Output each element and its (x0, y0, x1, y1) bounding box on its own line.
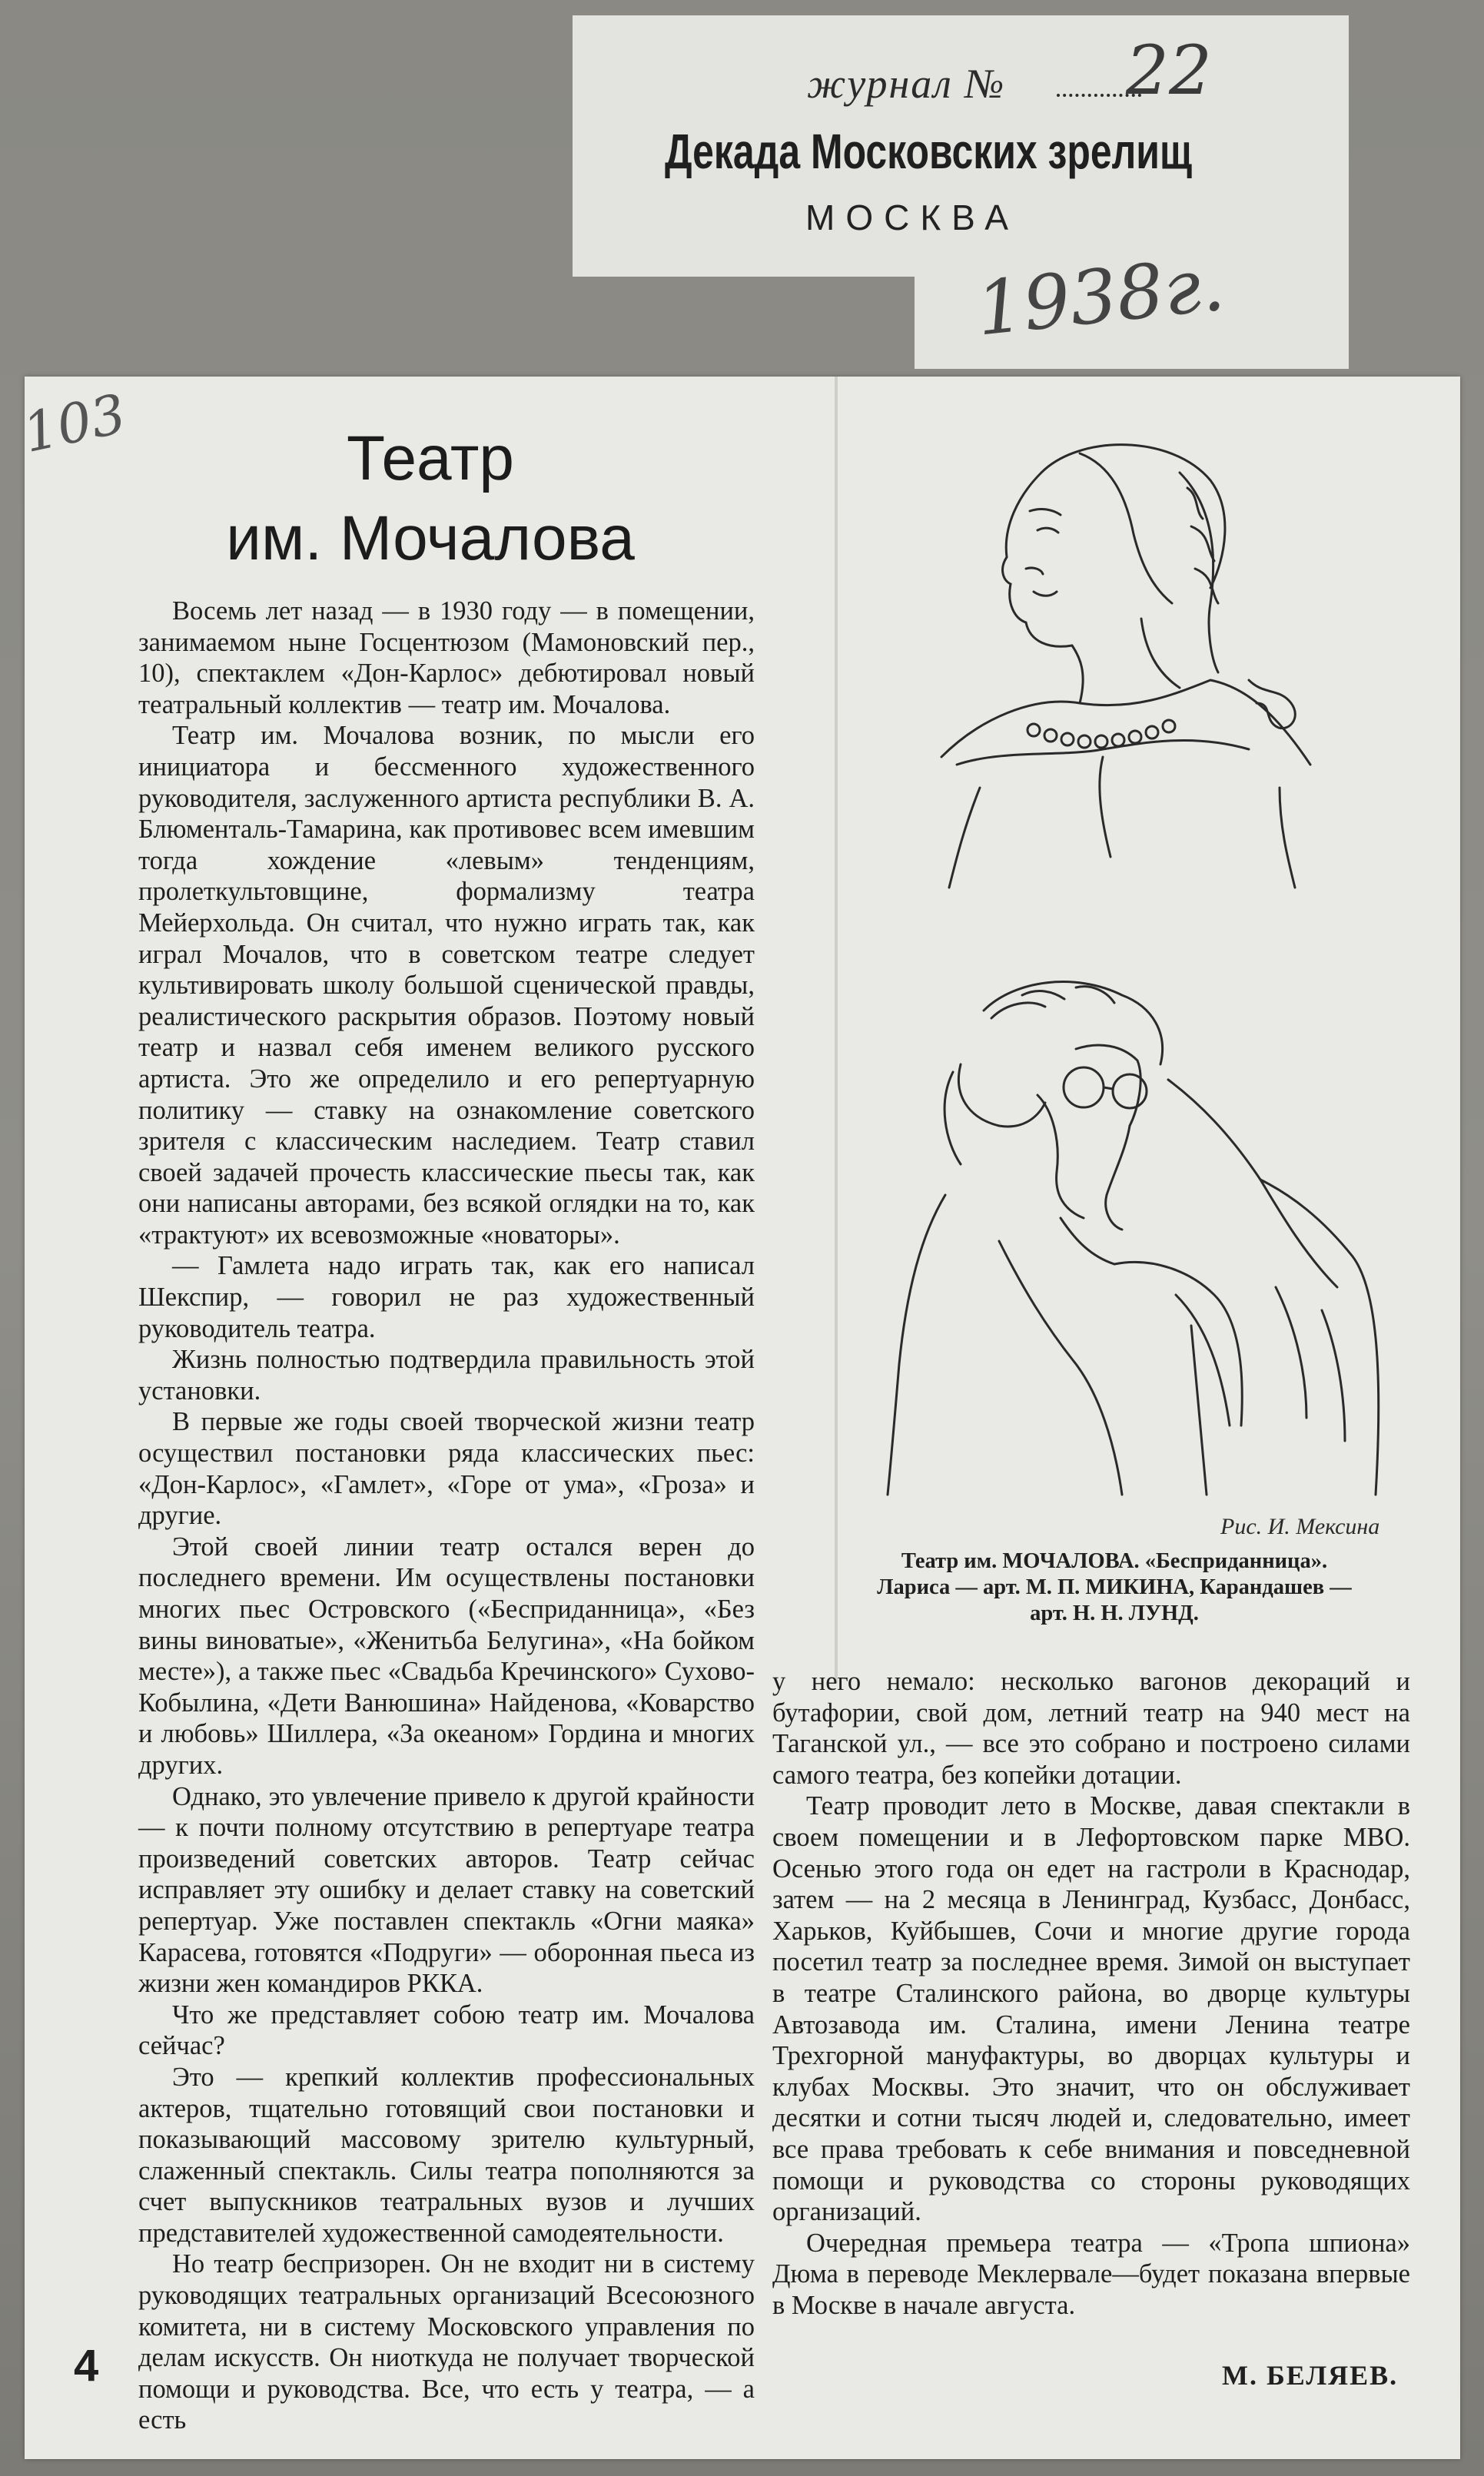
paragraph: Однако, это увлечение привело к другой крайности — к почти полному отсутствию в репертуаре театра произведений советских авторов. Театр сейчас исправляет эту ошибку и делает ставку на советский репертуар. Уже поставлен спектакль «Огни маяка» Карасева, готовятся «Подруги» — оборонная пьеса из жизни жен командиров РККА. (138, 1781, 755, 1999)
magazine-title: Декада Московских зрелищ (665, 124, 1193, 179)
clipping-seam (835, 377, 838, 1683)
paragraph: — Гамлета надо играть так, как его написал Шекспир, — говорил не раз художественный руководитель театра. (138, 1251, 755, 1343)
karandyshev-portrait-illustration (845, 964, 1414, 1502)
journal-number: 22 (1126, 31, 1212, 110)
city-label: МОСКВА (805, 197, 1019, 237)
page-number: 4 (74, 2341, 99, 2391)
paragraph: у него немало: несколько вагонов декораций и бутафории, свой дом, летний театр на 940 мест на Таганской ул., — все это собрано и построено силами самого театра, без копейки дотации. (772, 1667, 1410, 1790)
paragraph: Театр им. Мочалова возник, по мысли его инициатора и бессменного художественного руководителя, заслуженного артиста республики В. А. Блюменталь-Тамарина, как противовес всем имевшим тогда хождение «левым» тенденциям, пролеткультовщине, формализму театра Мейерхольда. Он считал, что нужно играть так, как играл Мочалов, что в советском театре следует культивировать школу большой сценической правды, реалистического раскрытия образов. Поэтому новый театр и назвал себя именем великого русского артиста. Это же определило и его репертуарную политику — ставку на ознакомление советского зрителя с классическим наследием. Театр ставил своей задачей прочесть классические пьесы так, как они написаны авторами, без всякой оглядки на то, как «трактуют» их всевозможные «новаторы». (138, 721, 755, 1250)
journal-label: журнал № (807, 61, 1006, 107)
paragraph: Восемь лет назад — в 1930 году — в помещении, занимаемом ныне Госцентюзом (Мамоновский пер., 10), спектаклем «Дон-Карлос» дебютировал новый театральный коллектив — театр им. Мочалова. (138, 596, 755, 719)
paragraph: Жизнь полностью подтвердила правильность этой установки. (138, 1345, 755, 1406)
margin-handwriting: 103 (17, 382, 131, 465)
author-signature: М. БЕЛЯЕВ. (1222, 2360, 1399, 2391)
paragraph: Что же представляет собою театр им. Мочалова сейчас? (138, 2000, 755, 2061)
paragraph: Это — крепкий коллектив профессиональных актеров, тщательно готовящий свои постановки и показывающий массовому зрителю культурный, слаженный спектакль. Силы театра пополняются за счет выпускников театральных вузов и лучших представителей художественной самодеятельности. (138, 2062, 755, 2248)
caption-line: Театр им. МОЧАЛОВА. «Бесприданница». (901, 1549, 1328, 1573)
article-right-column (772, 1666, 1410, 2321)
article-title-line1: Театр (346, 423, 515, 493)
caption-line: Лариса — арт. М. П. МИКИНА, Карандашев — (877, 1575, 1352, 1599)
artist-credit: Рис. И. Мексина (1220, 1514, 1380, 1539)
paragraph: Но театр беспризорен. Он не входит ни в систему руководящих театральных организаций Всесоюзного комитета, ни в систему Московского управления по делам искусств. Он ниоткуда не получает творческой помощи и руководства. Все, что есть у театра, — а есть (138, 2249, 755, 2435)
paragraph: Этой своей линии театр остался верен до последнего времени. Им осуществлены постановки многих пьес Островского («Бесприданница», «Без вины виноватые», «Женитьба Белугина», «На бойком месте»), а также пьес «Свадьба Кречинского» Сухово-Кобылина, «Дети Ванюшина» Найденова, «Коварство и любовь» Шиллера, «За океаном» Гордина и многих других. (138, 1532, 755, 1780)
paragraph: Театр проводит лето в Москве, давая спектакли в своем помещении и в Лефортовском парке МВО. Осенью этого года он едет на гастроли в Краснодар, затем — на 2 месяца в Ленинград, Кузбасс, Донбасс, Харьков, Куйбышев, Сочи и многие другие города посетил театр за последнее время. Зимой он выступает в театре Сталинского района, во дворце культуры Автозавода им. Сталина, имени Ленина театре Трехгорной мануфактуры, во дворцах культуры и клубах Москвы. Это значит, что он обслуживает десятки и сотни тысяч людей и, следовательно, имеет все права требовать к себе внимания и повседневной помощи и руководства со стороны руководящих организаций. (772, 1791, 1410, 2227)
handwritten-year: 1938г. (972, 241, 1229, 353)
article-title (154, 419, 707, 579)
paragraph: В первые же годы своей творческой жизни театр осуществил постановки ряда классических пьес: «Дон-Карлос», «Гамлет», «Горе от ума», «Гроза» и другие. (138, 1407, 755, 1531)
larisa-portrait-illustration (849, 426, 1341, 895)
caption-line: арт. Н. Н. ЛУНД. (1030, 1601, 1199, 1625)
paragraph: Очередная премьера театра — «Тропа шпиона» Дюма в переводе Меклервале—будет показана впервые в Москве в начале августа. (772, 2228, 1410, 2320)
illustration-caption (807, 1548, 1422, 1627)
article-title-line2: им. Мочалова (226, 503, 635, 573)
article-left-column (138, 596, 755, 2436)
header-label-notch (573, 277, 915, 369)
